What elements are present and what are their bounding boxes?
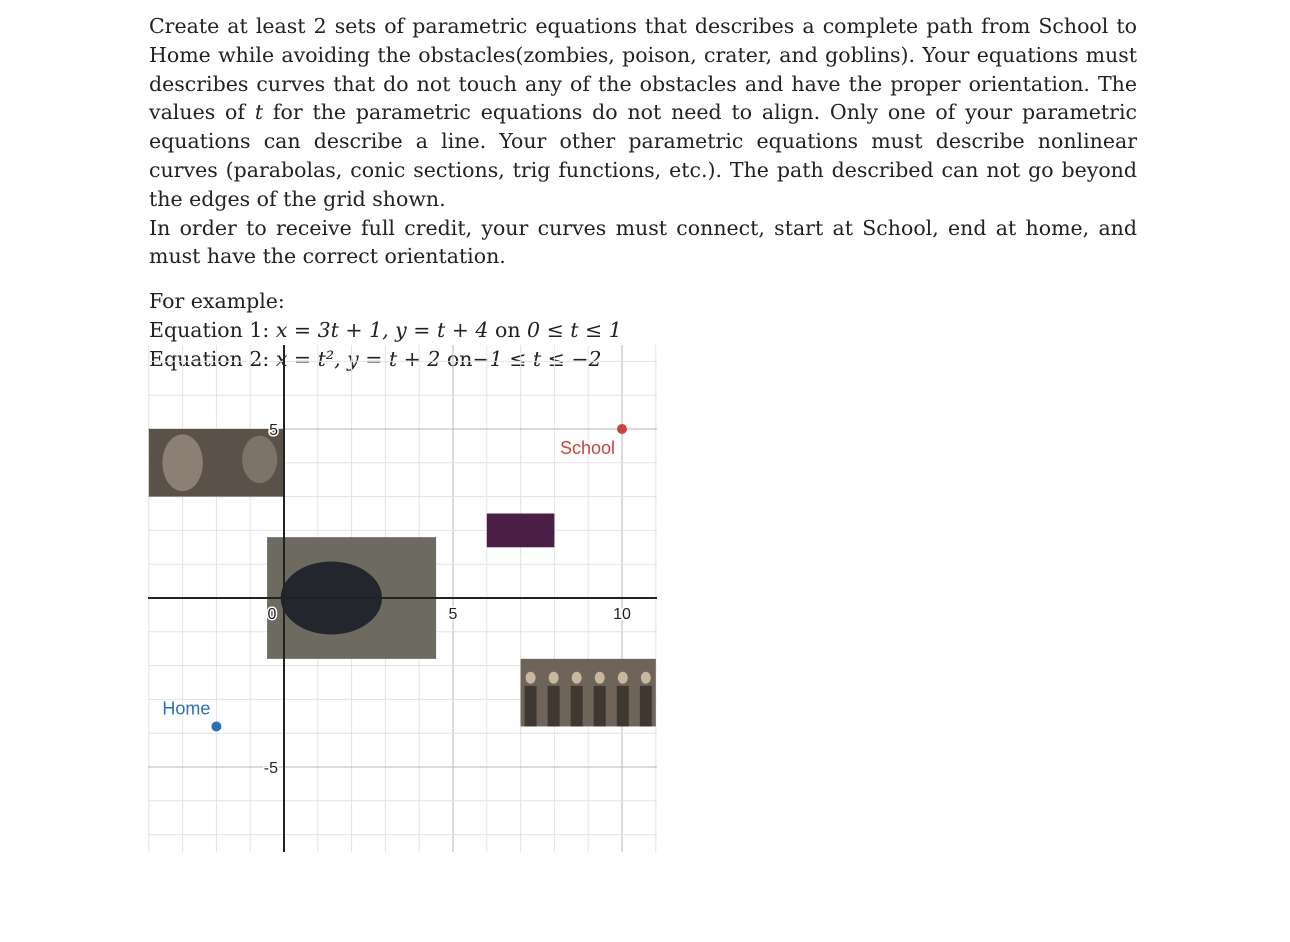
figure-head: [641, 672, 651, 684]
figure-head: [526, 672, 536, 684]
instructions-text-2: for the parametric equations do not need to align. Only one of your parametric equations can describe a line. Your other parametric equations must describe nonlinear curves (parabolas, conic sections, trig functions, etc.). The path described can not go beyond the edges of the grid shown.: [149, 100, 1137, 211]
figure-body: [525, 686, 537, 727]
home-label: Home: [162, 698, 211, 719]
figure-head: [572, 672, 582, 684]
figure-head: [618, 672, 628, 684]
problem-text: [149, 12, 1137, 373]
obstacle-zombies: [521, 659, 656, 727]
x-tick-label: 10: [613, 606, 631, 623]
figure-body: [548, 686, 560, 727]
equation-1-range: 0 ≤ t ≤ 1: [527, 317, 622, 342]
figure-body: [640, 686, 652, 727]
example-heading: For example:: [149, 289, 285, 314]
equation-2-expression: x = t², y = t + 2: [275, 346, 441, 371]
goblin-face: [162, 434, 203, 491]
home-point[interactable]: [211, 721, 221, 731]
x-tick-label: 0: [267, 606, 277, 623]
equation-1: [149, 316, 1137, 345]
figure-body: [617, 686, 629, 727]
figure-head: [595, 672, 605, 684]
coordinate-grid: [148, 345, 657, 852]
instructions-paragraph: [149, 12, 1137, 214]
equation-2-range: −1 ≤ t ≤ −2: [472, 346, 602, 371]
equation-2-range-prefix: on: [440, 346, 473, 371]
equation-1-range-prefix: on: [488, 317, 528, 342]
school-point[interactable]: [617, 424, 627, 434]
instructions-text-1: Create at least 2 sets of parametric equations that describes a complete path from School to Home while avoiding the obstacles(zombies, poison, crater, and goblins). Your equations must describes curves that do not touch any of the obstacles and have the proper orientation. The values of: [149, 14, 1137, 125]
equation-2-label: Equation 2:: [149, 346, 276, 371]
t-variable: t: [254, 100, 264, 125]
figure-body: [594, 686, 606, 727]
figure-body: [571, 686, 583, 727]
x-tick-label: 5: [448, 606, 458, 623]
obstacle-poison: [487, 514, 555, 548]
equation-1-label: Equation 1:: [149, 317, 276, 342]
figure-head: [549, 672, 559, 684]
equation-1-expression: x = 3t + 1, y = t + 4: [275, 317, 489, 342]
credit-paragraph: In order to receive full credit, your curves must connect, start at School, end at home, and must have the correct orientation.: [149, 215, 1137, 269]
y-tick-label: 5: [269, 422, 278, 439]
school-label: School: [559, 438, 615, 458]
goblin-face: [242, 436, 277, 483]
graph-canvas: [148, 345, 657, 852]
y-tick-label: -5: [263, 760, 278, 777]
